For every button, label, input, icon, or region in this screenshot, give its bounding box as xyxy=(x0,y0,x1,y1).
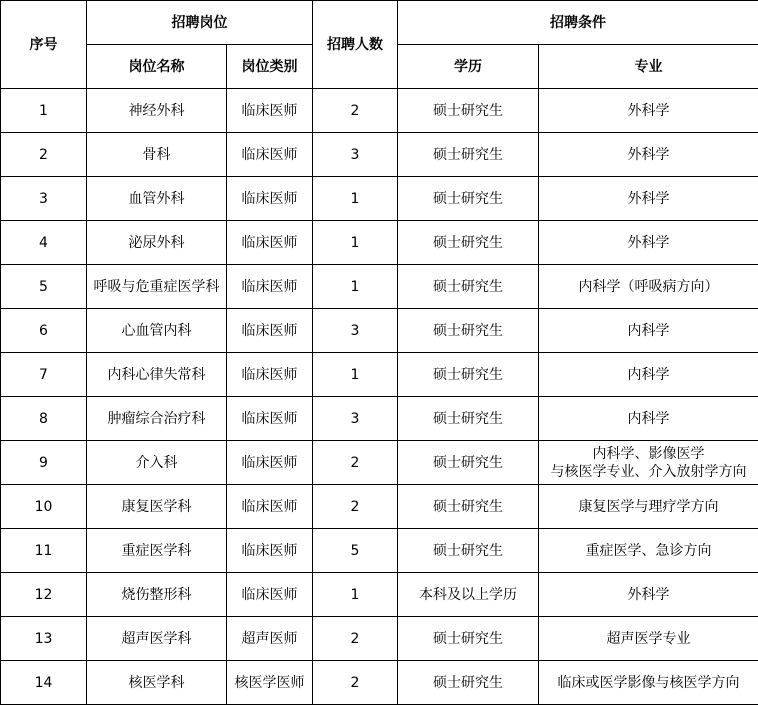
major-line: 内科学（呼吸病方向） xyxy=(578,278,719,295)
cell-post-type: 超声医师 xyxy=(227,617,313,661)
table-row xyxy=(1,573,758,617)
table-row xyxy=(1,661,758,705)
cell-education: 本科及以上学历 xyxy=(398,573,539,617)
cell-count: 3 xyxy=(313,397,398,441)
cell-education: 硕士研究生 xyxy=(398,353,539,397)
major-line: 外科学 xyxy=(627,586,670,603)
major-line: 重症医学、急诊方向 xyxy=(585,542,712,559)
cell-post-type: 临床医师 xyxy=(227,485,313,529)
major-line: 临床或医学影像与核医学方向 xyxy=(557,674,740,691)
header-education: 学历 xyxy=(398,45,539,89)
table-row xyxy=(1,265,758,309)
cell-major xyxy=(539,89,758,133)
cell-post-name: 康复医学科 xyxy=(87,485,227,529)
header-condition-group: 招聘条件 xyxy=(398,1,758,45)
cell-seq: 6 xyxy=(1,309,87,353)
cell-major xyxy=(539,661,758,705)
cell-major xyxy=(539,221,758,265)
cell-seq: 8 xyxy=(1,397,87,441)
cell-seq: 12 xyxy=(1,573,87,617)
cell-education: 硕士研究生 xyxy=(398,265,539,309)
cell-major xyxy=(539,353,758,397)
cell-count: 2 xyxy=(313,441,398,485)
cell-post-name: 核医学科 xyxy=(87,661,227,705)
cell-seq: 14 xyxy=(1,661,87,705)
cell-education: 硕士研究生 xyxy=(398,661,539,705)
cell-count: 3 xyxy=(313,309,398,353)
table-body xyxy=(1,89,758,705)
major-line: 外科学 xyxy=(627,190,670,207)
table-row xyxy=(1,89,758,133)
cell-post-name: 介入科 xyxy=(87,441,227,485)
cell-count: 2 xyxy=(313,89,398,133)
table-row xyxy=(1,529,758,573)
cell-major xyxy=(539,177,758,221)
cell-post-type: 临床医师 xyxy=(227,133,313,177)
cell-post-name: 泌尿外科 xyxy=(87,221,227,265)
cell-post-name: 超声医学科 xyxy=(87,617,227,661)
cell-seq: 9 xyxy=(1,441,87,485)
cell-major xyxy=(539,133,758,177)
major-line: 康复医学与理疗学方向 xyxy=(578,498,719,515)
cell-seq: 5 xyxy=(1,265,87,309)
cell-seq: 7 xyxy=(1,353,87,397)
major-line: 与核医学专业、介入放射学方向 xyxy=(550,463,747,480)
cell-post-name: 心血管内科 xyxy=(87,309,227,353)
table-row xyxy=(1,353,758,397)
cell-post-name: 呼吸与危重症医学科 xyxy=(87,265,227,309)
cell-education: 硕士研究生 xyxy=(398,89,539,133)
cell-seq: 10 xyxy=(1,485,87,529)
cell-post-name: 血管外科 xyxy=(87,177,227,221)
cell-post-name: 烧伤整形科 xyxy=(87,573,227,617)
cell-post-name: 内科心律失常科 xyxy=(87,353,227,397)
cell-education: 硕士研究生 xyxy=(398,177,539,221)
cell-count: 1 xyxy=(313,177,398,221)
cell-count: 5 xyxy=(313,529,398,573)
table-row xyxy=(1,309,758,353)
cell-seq: 1 xyxy=(1,89,87,133)
cell-education: 硕士研究生 xyxy=(398,529,539,573)
table-row xyxy=(1,177,758,221)
cell-education: 硕士研究生 xyxy=(398,133,539,177)
cell-post-name: 神经外科 xyxy=(87,89,227,133)
cell-post-type: 临床医师 xyxy=(227,441,313,485)
header-post-group: 招聘岗位 xyxy=(87,1,313,45)
major-line: 内科学、影像医学 xyxy=(592,445,705,462)
cell-post-name: 肿瘤综合治疗科 xyxy=(87,397,227,441)
cell-count: 2 xyxy=(313,485,398,529)
cell-count: 1 xyxy=(313,221,398,265)
cell-seq: 2 xyxy=(1,133,87,177)
cell-education: 硕士研究生 xyxy=(398,441,539,485)
table-row xyxy=(1,221,758,265)
table-row xyxy=(1,485,758,529)
cell-post-type: 临床医师 xyxy=(227,397,313,441)
cell-major xyxy=(539,617,758,661)
cell-education: 硕士研究生 xyxy=(398,485,539,529)
header-post-name: 岗位名称 xyxy=(87,45,227,89)
cell-education: 硕士研究生 xyxy=(398,309,539,353)
cell-post-type: 临床医师 xyxy=(227,529,313,573)
cell-seq: 13 xyxy=(1,617,87,661)
header-post-type: 岗位类别 xyxy=(227,45,313,89)
table-row xyxy=(1,617,758,661)
cell-education: 硕士研究生 xyxy=(398,221,539,265)
cell-post-type: 核医学医师 xyxy=(227,661,313,705)
cell-count: 1 xyxy=(313,573,398,617)
major-line: 超声医学专业 xyxy=(606,630,691,647)
table-row xyxy=(1,441,758,485)
cell-education: 硕士研究生 xyxy=(398,397,539,441)
cell-post-type: 临床医师 xyxy=(227,353,313,397)
cell-post-type: 临床医师 xyxy=(227,89,313,133)
cell-seq: 4 xyxy=(1,221,87,265)
table-row xyxy=(1,397,758,441)
cell-count: 3 xyxy=(313,133,398,177)
cell-post-type: 临床医师 xyxy=(227,573,313,617)
header-row-1 xyxy=(1,1,758,45)
cell-count: 1 xyxy=(313,265,398,309)
cell-major xyxy=(539,265,758,309)
cell-post-name: 重症医学科 xyxy=(87,529,227,573)
cell-post-type: 临床医师 xyxy=(227,265,313,309)
major-line: 内科学 xyxy=(627,410,670,427)
header-seq: 序号 xyxy=(1,1,87,89)
cell-count: 2 xyxy=(313,661,398,705)
major-line: 外科学 xyxy=(627,234,670,251)
cell-count: 1 xyxy=(313,353,398,397)
cell-major xyxy=(539,485,758,529)
header-count: 招聘人数 xyxy=(313,1,398,89)
cell-post-type: 临床医师 xyxy=(227,177,313,221)
cell-seq: 11 xyxy=(1,529,87,573)
major-line: 外科学 xyxy=(627,102,670,119)
cell-post-name: 骨科 xyxy=(87,133,227,177)
cell-major xyxy=(539,397,758,441)
major-line: 内科学 xyxy=(627,366,670,383)
cell-count: 2 xyxy=(313,617,398,661)
cell-major xyxy=(539,573,758,617)
table-row xyxy=(1,133,758,177)
cell-major xyxy=(539,529,758,573)
header-major: 专业 xyxy=(539,45,758,89)
cell-seq: 3 xyxy=(1,177,87,221)
cell-major xyxy=(539,309,758,353)
cell-education: 硕士研究生 xyxy=(398,617,539,661)
cell-post-type: 临床医师 xyxy=(227,221,313,265)
cell-major xyxy=(539,441,758,485)
cell-post-type: 临床医师 xyxy=(227,309,313,353)
major-line: 内科学 xyxy=(627,322,670,339)
major-line: 外科学 xyxy=(627,146,670,163)
